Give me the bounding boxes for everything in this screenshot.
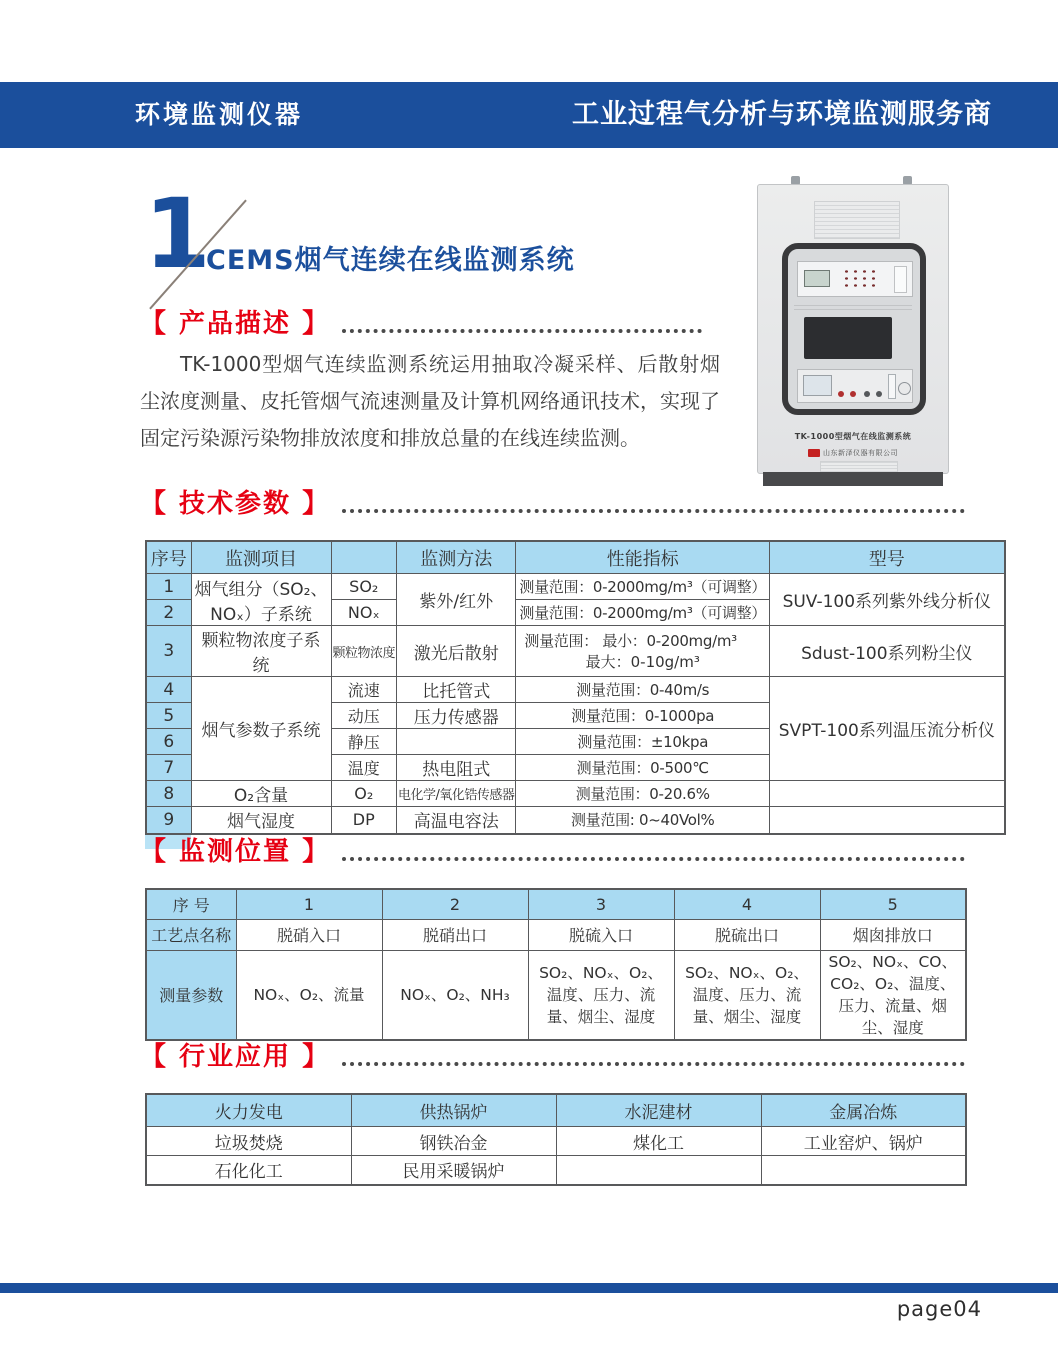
item-cell: O₂含量 (191, 781, 331, 807)
performance-cell: 测量范围: 0~40Vol% (516, 807, 770, 834)
row-number-cell: 6 (146, 729, 191, 755)
method-cell: 电化学/氧化锆传感器 (397, 781, 516, 807)
cell: 工业窑炉、锅炉 (761, 1127, 966, 1156)
rack-divider (794, 309, 912, 310)
dotted-leader (342, 857, 965, 861)
sub-item-cell: NOₓ (331, 600, 397, 626)
method-cell: 热电阻式 (397, 755, 516, 781)
cell: 脱硝出口 (382, 919, 528, 950)
table-row (146, 677, 1005, 703)
column-header: 监测项目 (191, 541, 331, 574)
table-header-row (146, 889, 966, 919)
cell (761, 1156, 966, 1185)
cell: 钢铁冶金 (351, 1127, 556, 1156)
method-cell (397, 729, 516, 755)
sub-item-cell: 动压 (331, 703, 397, 729)
row-number-cell: 2 (146, 600, 191, 626)
cell: 垃圾焚烧 (146, 1127, 351, 1156)
header-left-title: 环境监测仪器 (135, 100, 304, 129)
row-number-cell: 3 (146, 626, 191, 677)
column-header: 1 (236, 889, 382, 919)
control-screen (803, 375, 832, 396)
heading-label: 【 技术参数 】 (140, 489, 331, 519)
item-cell: 烟气湿度 (191, 807, 331, 834)
cell: 脱硝入口 (236, 919, 382, 950)
performance-cell: 测量范围：0-40m/s (516, 677, 770, 703)
column-header: 5 (820, 889, 966, 919)
dotted-leader (342, 1062, 965, 1066)
column-header: 性能指标 (516, 541, 770, 574)
row-label-cell: 工艺点名称 (146, 919, 236, 950)
row-label-cell: 序 号 (146, 889, 236, 919)
cell: SO₂、NOₓ、CO、CO₂、O₂、温度、压力、流量、烟尘、湿度 (820, 950, 966, 1040)
cell: 脱硫入口 (528, 919, 674, 950)
cell: 民用采暖锅炉 (351, 1156, 556, 1185)
cell: 石化化工 (146, 1156, 351, 1185)
method-cell: 紫外/红外 (397, 574, 516, 626)
dotted-leader (342, 329, 702, 333)
analyzer-screen (804, 270, 830, 287)
heading-label: 【 产品描述 】 (140, 309, 331, 339)
cell: 脱硫出口 (674, 919, 820, 950)
monitor-position-heading (140, 831, 965, 868)
sub-item-cell: 颗粒物浓度 (331, 626, 397, 677)
table-row (146, 950, 966, 1040)
footer-bar (0, 1283, 1058, 1293)
item-cell: 颗粒物浓度子系统 (191, 626, 331, 677)
cabinet-body (757, 184, 949, 474)
table-row (146, 781, 1005, 807)
column-header: 水泥建材 (556, 1094, 761, 1127)
item-cell: 烟气参数子系统 (191, 677, 331, 781)
performance-cell: 测量范围：0-1000pa (516, 703, 770, 729)
model-cell (770, 807, 1005, 834)
model-cell: Sdust-100系列粉尘仪 (770, 626, 1005, 677)
cell: SO₂、NOₓ、O₂、温度、压力、流量、烟尘、湿度 (528, 950, 674, 1040)
flow-meter (888, 374, 896, 399)
heading-label: 【 行业应用 】 (140, 1042, 331, 1072)
column-header: 4 (674, 889, 820, 919)
analyzer-keypad (842, 268, 878, 290)
row-number-cell: 9 (146, 807, 191, 834)
analyzer-slot (894, 266, 907, 293)
table-row (146, 574, 1005, 600)
product-photo (753, 176, 953, 494)
column-header: 监测方法 (397, 541, 516, 574)
section-number: 1 (144, 178, 211, 290)
performance-cell: 测量范围：±10kpa (516, 729, 770, 755)
column-header (331, 541, 397, 574)
cell: NOₓ、O₂、NH₃ (382, 950, 528, 1040)
sub-item-cell: 流速 (331, 677, 397, 703)
sub-item-cell: 温度 (331, 755, 397, 781)
cell: 烟囱排放口 (820, 919, 966, 950)
red-button (838, 391, 844, 397)
position-table-container (145, 888, 967, 1041)
page-number: page04 (896, 1297, 982, 1321)
company-logo-icon (808, 449, 820, 457)
model-cell: SUV-100系列紫外线分析仪 (770, 574, 1005, 626)
performance-cell: 测量范围：0-20.6% (516, 781, 770, 807)
product-description-heading (140, 303, 702, 340)
industry-application-heading (140, 1036, 965, 1073)
tech-parameters-table (145, 540, 1006, 835)
column-header: 金属冶炼 (761, 1094, 966, 1127)
table-row (146, 1127, 966, 1156)
table-row (146, 1156, 966, 1185)
performance-cell: 测量范围：0-500℃ (516, 755, 770, 781)
performance-line: 最大：0-10g/m³ (585, 653, 700, 671)
header-right-title: 工业过程气分析与环境监测服务商 (572, 99, 992, 130)
section-title: CEMS烟气连续在线监测系统 (206, 245, 575, 276)
analyzer-module (797, 261, 913, 297)
row-number-cell: 4 (146, 677, 191, 703)
row-number-cell: 5 (146, 703, 191, 729)
model-cell (770, 781, 1005, 807)
monitor-position-table (145, 888, 967, 1041)
performance-cell (516, 626, 770, 677)
table-row (146, 919, 966, 950)
column-header: 2 (382, 889, 528, 919)
row-number-cell: 7 (146, 755, 191, 781)
model-cell: SVPT-100系列温压流分析仪 (770, 677, 1005, 781)
performance-cell: 测量范围：0-2000mg/m³（可调整） (516, 574, 770, 600)
header-bar (0, 82, 1058, 148)
table-header-row (146, 1094, 966, 1127)
heading-label: 【 监测位置 】 (140, 837, 331, 867)
cabinet-window (782, 243, 926, 415)
cabinet-top-vent (814, 201, 900, 239)
row-number-cell: 8 (146, 781, 191, 807)
product-description-paragraph: TK-1000型烟气连续监测系统运用抽取冷凝采样、后散射烟尘浓度测量、皮托管烟气流速测量及计算机网络通讯技术，实现了固定污染源污染物排放浓度和排放总量的在线连续监测。 (140, 352, 720, 450)
cabinet-label: TK-1000型烟气在线监测系统 (794, 432, 912, 441)
item-cell: 烟气组分（SO₂、NOₓ）子系统 (191, 574, 331, 626)
method-cell: 激光后散射 (397, 626, 516, 677)
cabinet-logo-row (758, 448, 948, 458)
dark-button (876, 391, 882, 397)
tech-table-container (145, 540, 1006, 849)
performance-line: 测量范围： 最小：0-200mg/m³ (524, 632, 737, 650)
gauge-dial (898, 382, 911, 395)
tech-parameters-heading (140, 483, 965, 520)
table-header-row (146, 541, 1005, 574)
rack-divider (794, 305, 912, 306)
industry-application-table (145, 1093, 967, 1186)
sub-item-cell: SO₂ (331, 574, 397, 600)
cell: 煤化工 (556, 1127, 761, 1156)
method-cell: 压力传感器 (397, 703, 516, 729)
company-name: 山东新泽仪器有限公司 (823, 449, 898, 457)
sub-item-cell: 静压 (331, 729, 397, 755)
sub-item-cell: DP (331, 807, 397, 834)
method-cell: 比托管式 (397, 677, 516, 703)
column-header: 序号 (146, 541, 191, 574)
cell (556, 1156, 761, 1185)
dotted-leader (342, 509, 965, 513)
cell: SO₂、NOₓ、O₂、温度、压力、流量、烟尘、湿度 (674, 950, 820, 1040)
sub-item-cell: O₂ (331, 781, 397, 807)
display-screen (804, 317, 892, 359)
table-row (146, 626, 1005, 677)
cell: NOₓ、O₂、流量 (236, 950, 382, 1040)
table-row (146, 807, 1005, 834)
column-header: 火力发电 (146, 1094, 351, 1127)
red-button (850, 391, 856, 397)
column-header: 供热锅炉 (351, 1094, 556, 1127)
column-header: 3 (528, 889, 674, 919)
row-number-cell: 1 (146, 574, 191, 600)
method-cell: 高温电容法 (397, 807, 516, 834)
row-label-cell: 测量参数 (146, 950, 236, 1040)
industry-table-container (145, 1093, 967, 1186)
dark-button (864, 391, 870, 397)
performance-cell: 测量范围：0-2000mg/m³（可调整） (516, 600, 770, 626)
column-header: 型号 (770, 541, 1005, 574)
control-panel (797, 369, 913, 403)
